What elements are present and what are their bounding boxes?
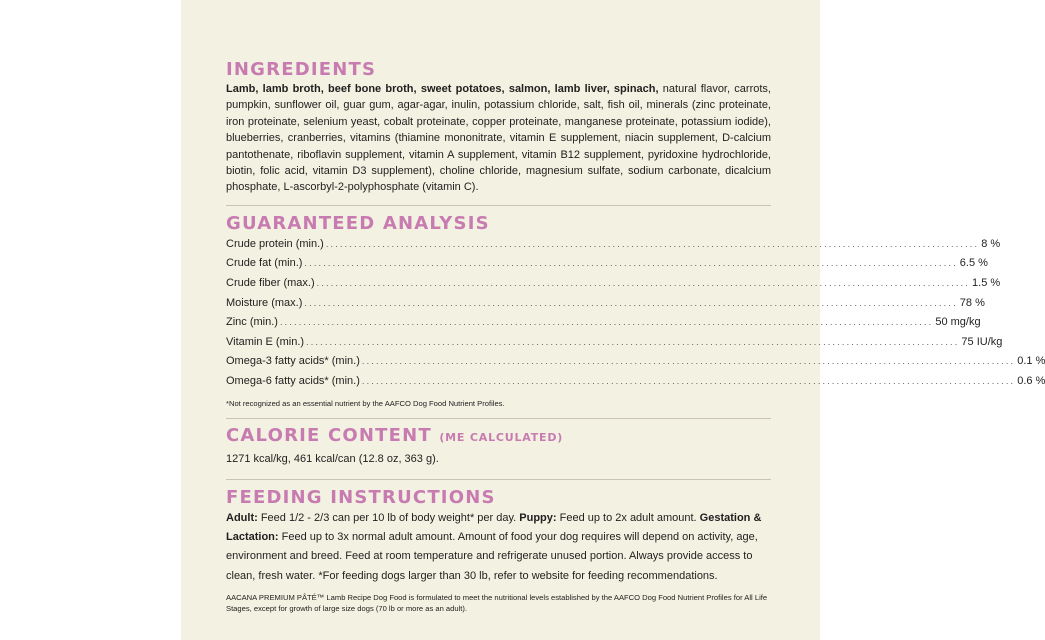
analysis-title: GUARANTEED ANALYSIS <box>226 212 490 234</box>
dot-leader: ........................................................................................................................................... <box>304 258 958 269</box>
calorie-text: 1271 kcal/kg, 461 kcal/can (12.8 oz, 363 g). <box>226 452 439 465</box>
calorie-title-sub: (ME CALCULATED) <box>439 430 564 444</box>
analysis-label: Vitamin E (min.) <box>226 335 305 348</box>
analysis-row <box>226 333 1003 353</box>
puppy-label: Puppy: <box>519 512 557 524</box>
analysis-value: 78 % <box>959 296 985 309</box>
analysis-value: 6.5 % <box>959 257 988 270</box>
divider <box>226 205 771 206</box>
label-content <box>226 59 1045 614</box>
analysis-value: 0.6 % <box>1017 375 1045 387</box>
analysis-row <box>226 352 1045 372</box>
analysis-value: 1.5 % <box>972 277 1001 290</box>
analysis-row <box>226 294 985 314</box>
ingredients-key-list: Lamb, lamb broth, beef bone broth, sweet potatoes, salmon, lamb liver, spinach, <box>226 83 659 95</box>
analysis-label: Zinc (min.) <box>226 316 278 329</box>
ingredients-text <box>226 81 771 196</box>
dot-leader: ........................................................................................................................................... <box>316 278 971 289</box>
analysis-value: 0.1 % <box>1017 355 1045 368</box>
analysis-label: Moisture (max.) <box>226 296 303 309</box>
feeding-title: FEEDING INSTRUCTIONS <box>226 487 496 508</box>
analysis-label: Crude fat (min.) <box>226 257 303 270</box>
calorie-title <box>226 425 771 449</box>
analysis-value: 8 % <box>981 237 1001 250</box>
analysis-label: Crude fiber (max.) <box>226 277 315 290</box>
analysis-row <box>226 372 1045 392</box>
gestation-label: Gestation & Lactation: <box>226 512 762 544</box>
ingredients-rest: natural flavor, carrots, pumpkin, sunflower oil, guar gum, agar-agar, inulin, potassium chloride, salt, fish oil, minerals (zinc proteinate, iron proteinate, selenium yeast, cobalt proteinate, copper proteinate, manganese proteinate, potassium iodide), blueberries, cranberries, vitamins (thiamine mononitrate, vitamin E supplement, niacin supplement, D-calcium pantothenate, riboflavin supplement, vitamin A supplement, vitamin B12 supplement, pyridoxine hydrochloride, biotin, folic acid, vitamin D3 supplement), choline chloride, magnesium sulfate, sodium carbonate, dicalcium phosphate, L-ascorbyl-2-polyphosphate (vitamin C). <box>226 83 771 194</box>
gestation-text: Feed up to 3x normal adult amount. Amount of food your dog requires will depend on activity, age, environment and breed. Feed at room temperature and refrigerate unused portion. Always provide access to clean, fresh water. *For feeding dogs larger than 30 lb, refer to website for feeding recommendations. <box>226 531 758 582</box>
dot-leader: ........................................................................................................................................... <box>279 317 934 328</box>
dot-leader: ........................................................................................................................................... <box>304 297 958 308</box>
puppy-text: Feed up to 2x adult amount. <box>556 512 700 524</box>
analysis-value: 75 IU/kg <box>961 335 1003 348</box>
analysis-row <box>226 254 988 274</box>
dot-leader: ........................................................................................................................................... <box>361 356 1016 367</box>
analysis-label: Crude protein (min.) <box>226 237 324 250</box>
feeding-text <box>226 509 771 586</box>
ingredients-title: INGREDIENTS <box>226 59 377 80</box>
analysis-value: 50 mg/kg <box>935 316 981 329</box>
analysis-row <box>226 274 1001 294</box>
calorie-title-main: CALORIE CONTENT <box>226 424 432 446</box>
analysis-table <box>226 235 1045 392</box>
analysis-label: Omega-3 fatty acids* (min.) <box>226 355 360 368</box>
adult-label: Adult: <box>226 512 258 524</box>
dot-leader: ........................................................................................................................................... <box>325 238 980 249</box>
analysis-row <box>226 235 1001 255</box>
analysis-footnote: *Not recognized as an essential nutrient by the AAFCO Dog Food Nutrient Profiles. <box>226 398 505 408</box>
analysis-label: Omega-6 fatty acids* (min.) <box>226 375 360 387</box>
adult-text: Feed 1/2 - 2/3 can per 10 lb of body weight* per day. <box>257 512 520 524</box>
divider <box>226 479 771 480</box>
divider <box>226 418 771 419</box>
dot-leader: ........................................................................................................................................... <box>306 336 960 347</box>
analysis-row <box>226 313 981 333</box>
feeding-footnote: AACANA PREMIUM PÂTÉ™ Lamb Recipe Dog Food is formulated to meet the nutritional levels established by the AAFCO Dog Food Nutrient Profiles for All Life Stages, except for growth of large size dogs (70 lb or more as an adult). <box>226 592 768 613</box>
label-panel <box>181 0 1045 640</box>
dot-leader: ........................................................................................................................................... <box>361 376 1016 386</box>
